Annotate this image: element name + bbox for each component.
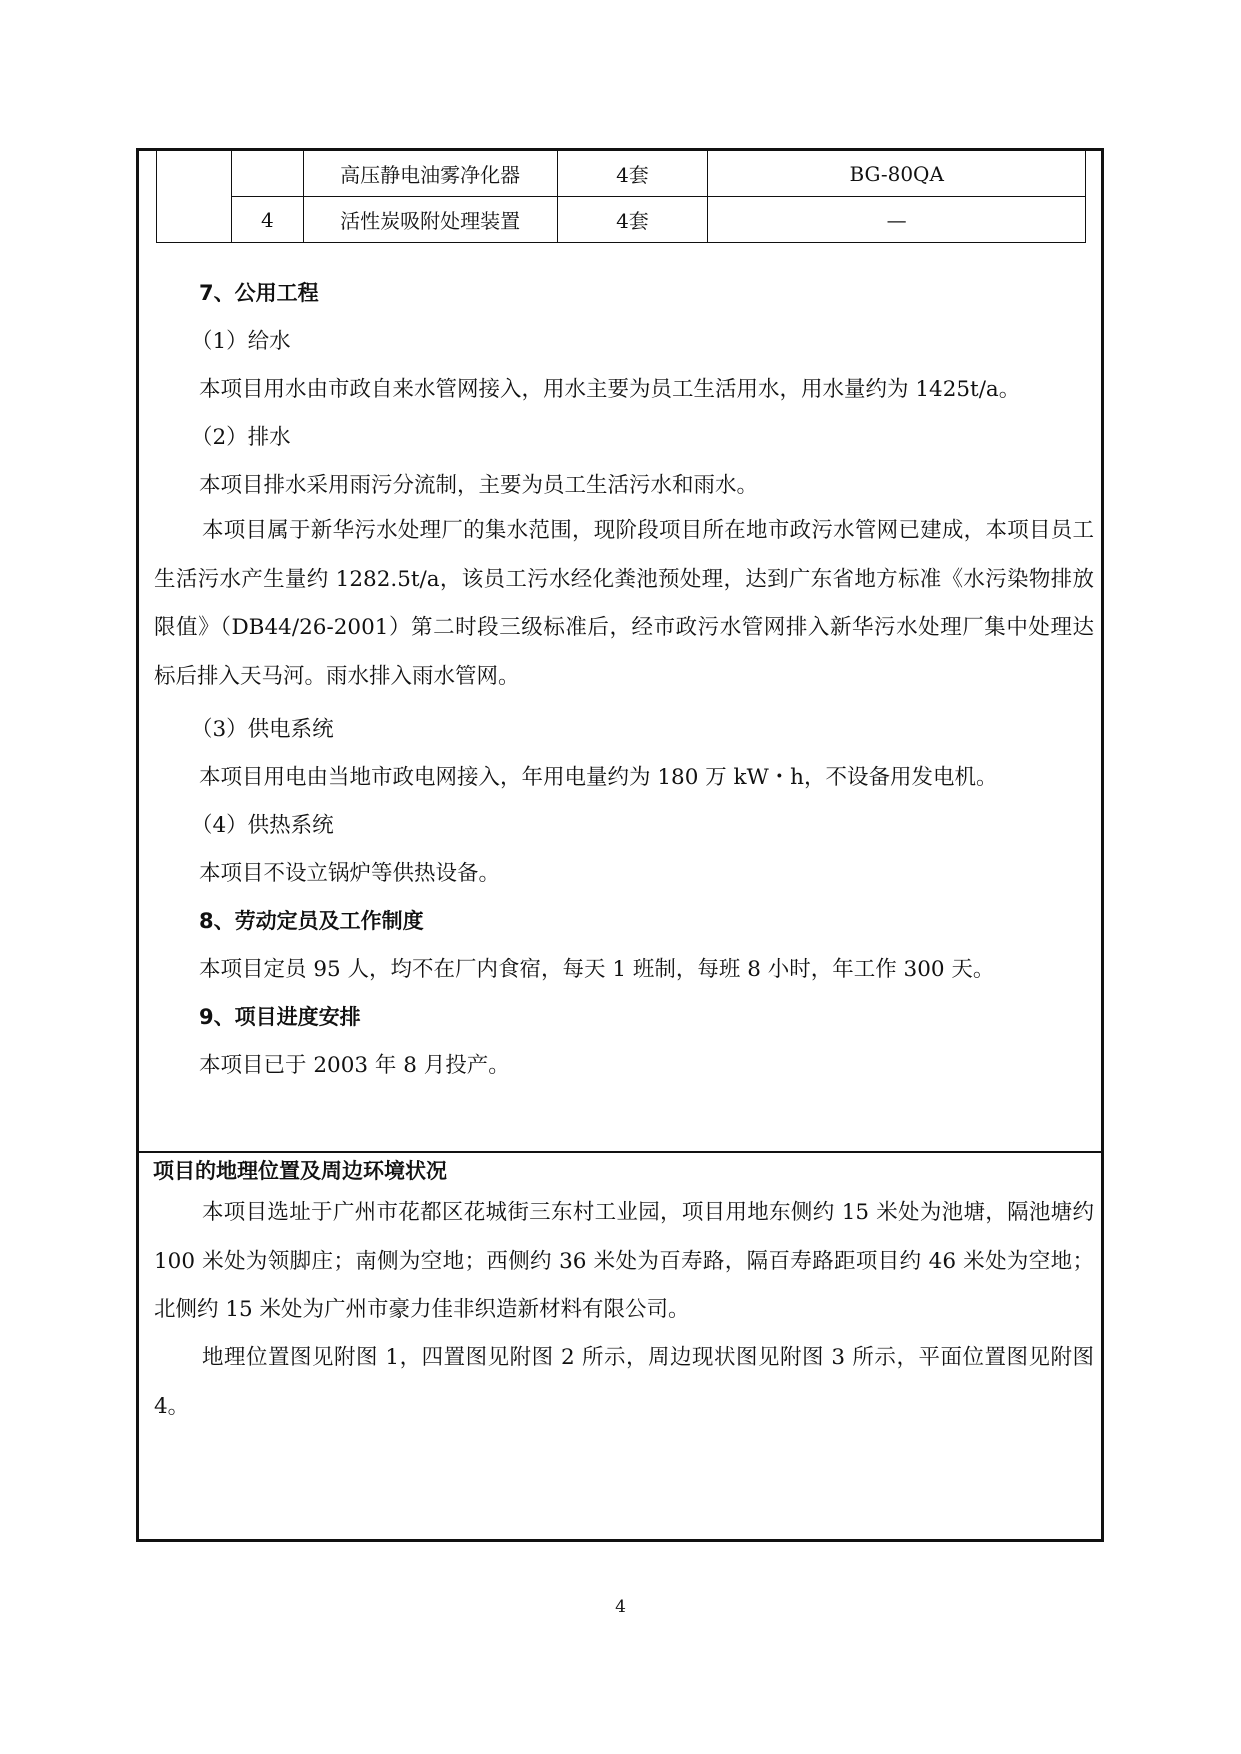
s1-text: 本项目用水由市政自来水管网接入，用水主要为员工生活用水，用水量约为 1425t/a。 — [199, 377, 1021, 402]
table-cell-no: 4 — [231, 197, 303, 243]
equipment-table — [156, 151, 1086, 243]
s3-title: （3）供电系统 — [191, 717, 334, 742]
s2-text2: 本项目属于新华污水处理厂的集水范围，现阶段项目所在地市政污水管网已建成，本项目员工生活污水产生量约 1282.5t/a，该员工污水经化粪池预处理，达到广东省地方标准《水污染物排放限值》（DB44/26-2001）第二时段三级标准后，经市政污水管网排入新华污水处理厂集中处理达标后排入天马河。雨水排入雨水管网。 — [154, 518, 1094, 689]
location-heading: 项目的地理位置及周边环境状况 — [153, 1159, 447, 1183]
section9-heading: 9、项目进度安排 — [199, 1005, 361, 1029]
s2-title: （2）排水 — [191, 425, 291, 450]
table-cell-name: 高压静电油雾净化器 — [303, 151, 557, 197]
section8-heading: 8、劳动定员及工作制度 — [199, 909, 424, 933]
table-cell-qty: 4套 — [557, 197, 708, 243]
section9-text: 本项目已于 2003 年 8 月投产。 — [199, 1053, 510, 1078]
section7-heading: 7、公用工程 — [199, 281, 319, 305]
s1-title: （1）给水 — [191, 329, 291, 354]
table-cell-model: BG-80QA — [708, 151, 1086, 197]
s2-text1: 本项目排水采用雨污分流制，主要为员工生活污水和雨水。 — [199, 473, 759, 498]
location-paragraph-2: 地理位置图见附图 1，四置图见附图 2 所示，周边现状图见附图 3 所示，平面位置图见附图 4。 — [154, 1345, 1094, 1419]
table-cell-name: 活性炭吸附处理装置 — [303, 197, 557, 243]
section-divider — [139, 1151, 1101, 1153]
table-cell-no — [231, 151, 303, 197]
page-number: 4 — [615, 1597, 626, 1617]
section8-text: 本项目定员 95 人，均不在厂内食宿，每天 1 班制，每班 8 小时，年工作 300 天。 — [199, 957, 995, 982]
s4-title: （4）供热系统 — [191, 813, 334, 838]
table-cell-model: — — [708, 197, 1086, 243]
table-cell — [157, 151, 232, 243]
table-row — [157, 151, 1086, 197]
s4-text: 本项目不设立锅炉等供热设备。 — [199, 861, 501, 886]
location-paragraph-1: 本项目选址于广州市花都区花城街三东村工业园，项目用地东侧约 15 米处为池塘，隔池塘约 100 米处为领脚庄；南侧为空地；西侧约 36 米处为百寿路，隔百寿路距项目约 46 米处为空地；北侧约 15 米处为广州市豪力佳非织造新材料有限公司。 — [154, 1200, 1094, 1322]
table-row — [157, 197, 1086, 243]
s3-text: 本项目用电由当地市政电网接入，年用电量约为 180 万 kW・h，不设备用发电机。 — [199, 765, 998, 790]
content-frame — [136, 148, 1104, 1542]
table-cell-qty: 4套 — [557, 151, 708, 197]
